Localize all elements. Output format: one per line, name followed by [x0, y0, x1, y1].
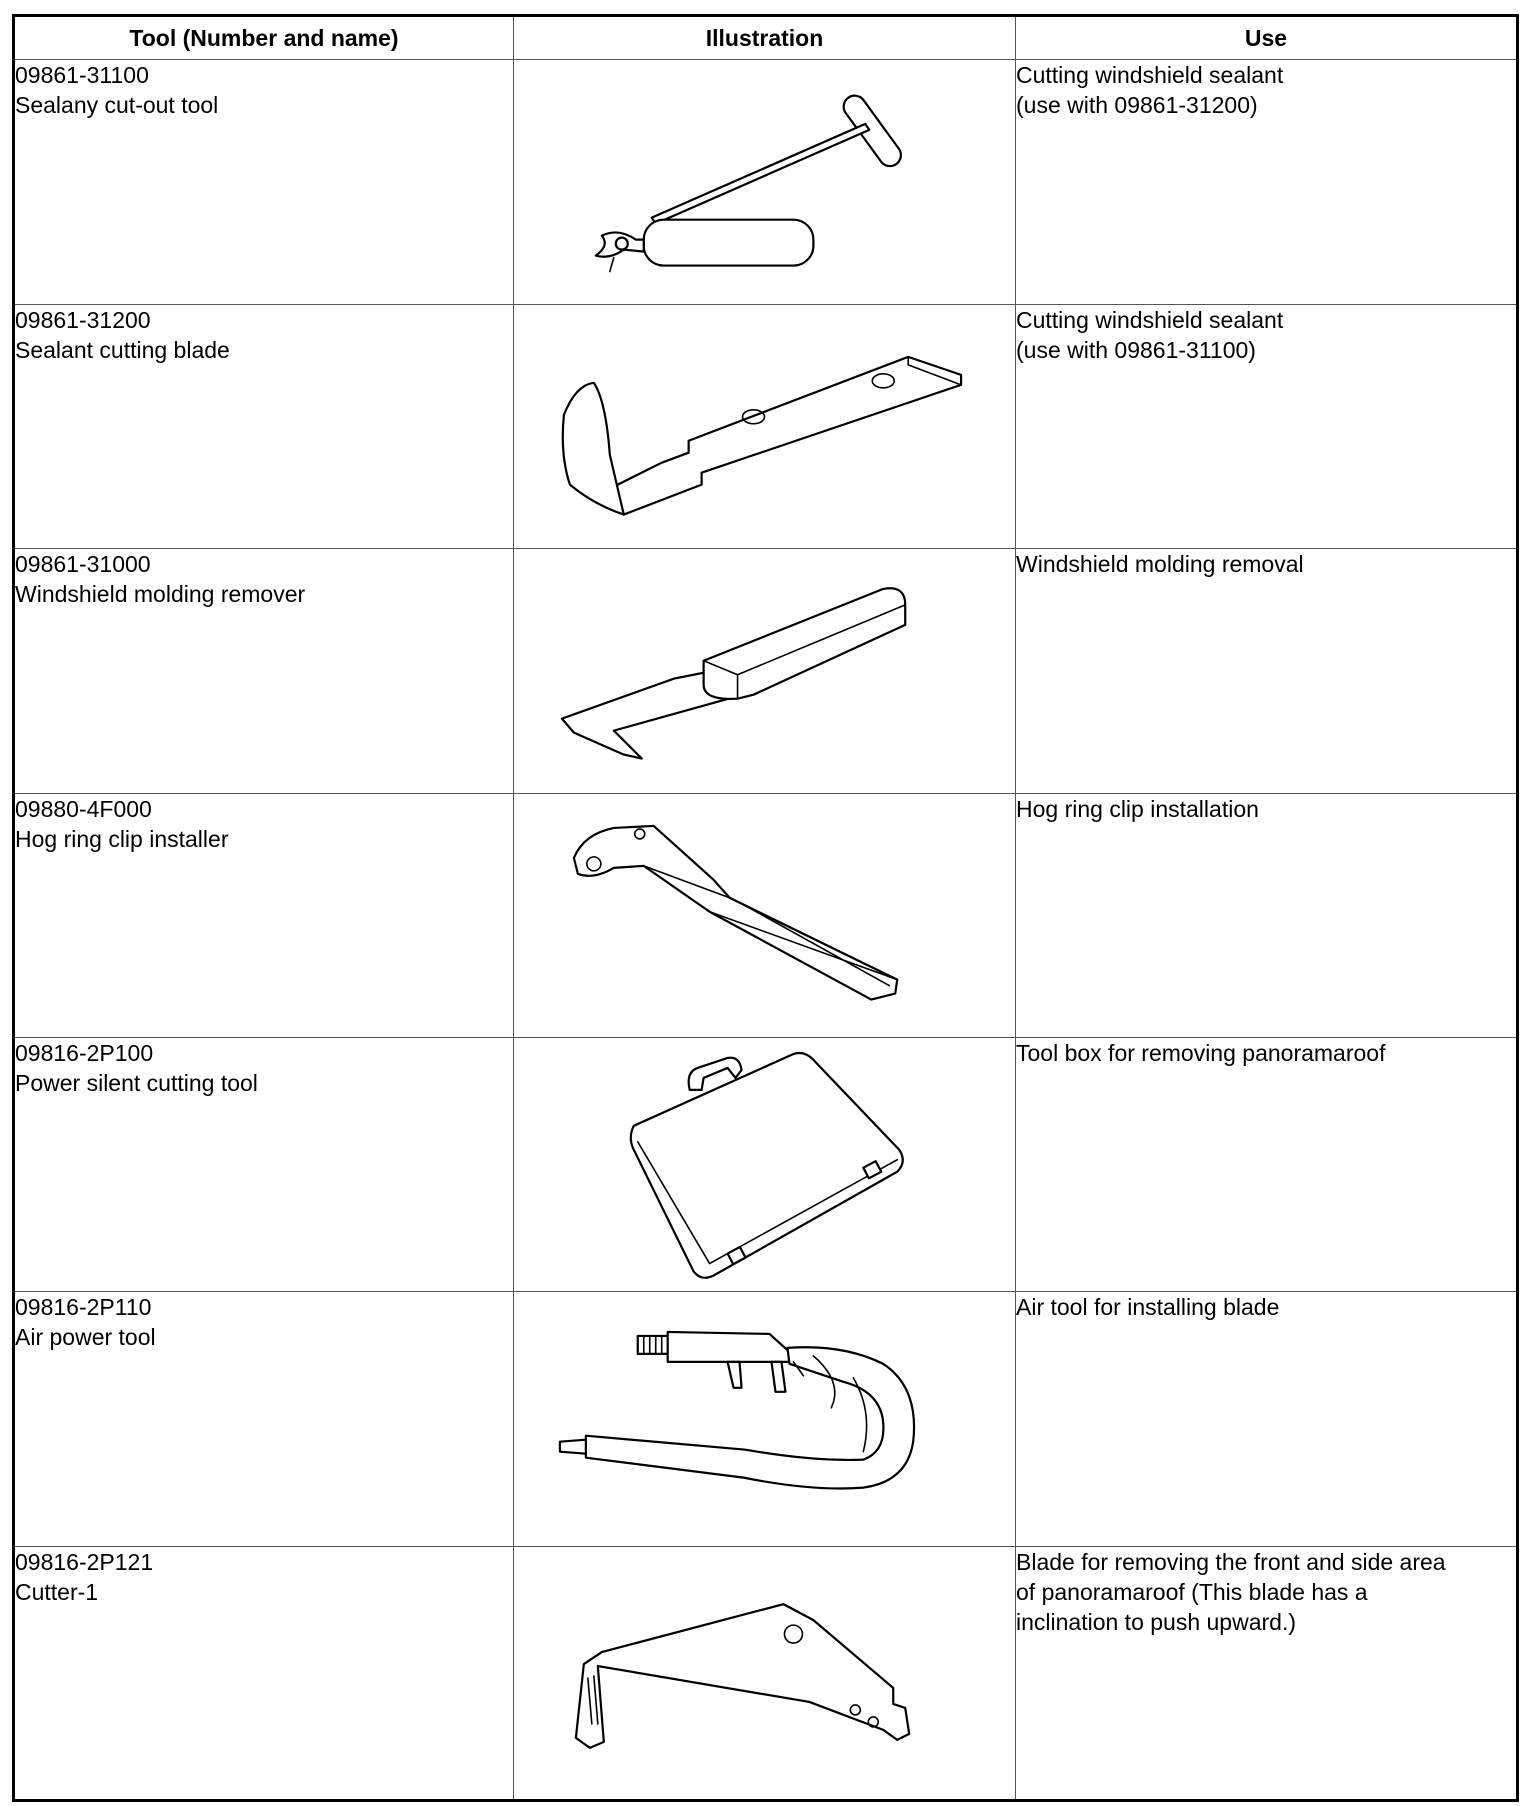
- use-line: of panoramaroof (This blade has a: [1016, 1578, 1368, 1605]
- tool-cell: [14, 60, 514, 305]
- tool-cell: [14, 549, 514, 794]
- table-row: [14, 793, 1518, 1038]
- use-line: inclination to push upward.): [1016, 1608, 1296, 1635]
- illustration-cell: [514, 304, 1016, 549]
- table-row: [14, 549, 1518, 794]
- use-line: Blade for removing the front and side area: [1016, 1548, 1446, 1575]
- use-line: Cutting windshield sealant: [1016, 62, 1284, 88]
- header-use: Use: [1016, 16, 1518, 60]
- tool-name: Windshield molding remover: [15, 581, 306, 607]
- illustration-cell: [514, 1292, 1016, 1546]
- special-tools-table: [12, 14, 1519, 1802]
- tool-cell: [14, 1038, 514, 1292]
- use-cell: [1016, 1292, 1518, 1546]
- table-row: [14, 60, 1518, 305]
- header-illustration: Illustration: [514, 16, 1016, 60]
- use-cell: [1016, 1546, 1518, 1800]
- use-cell: [1016, 549, 1518, 794]
- tool-number: 09861-31000: [15, 551, 151, 577]
- illustration-cell: [514, 1038, 1016, 1292]
- tool-number: 09880-4F000: [15, 795, 152, 822]
- use-line: Tool box for removing panoramaroof: [1016, 1040, 1386, 1066]
- tool-cell: [14, 1546, 514, 1800]
- tool-name: Cutter-1: [15, 1578, 99, 1605]
- tool-cell: [14, 1292, 514, 1546]
- hog-ring-clip-installer-icon: [514, 794, 1015, 1038]
- table-row: [14, 1292, 1518, 1546]
- molding-remover-icon: [514, 549, 1015, 793]
- table-row: [14, 1038, 1518, 1292]
- tool-name: Sealany cut-out tool: [15, 92, 219, 118]
- use-line: Cutting windshield sealant: [1016, 306, 1284, 333]
- table-row: [14, 304, 1518, 549]
- sealant-cutting-blade-icon: [514, 305, 1015, 549]
- tool-number: 09816-2P110: [15, 1294, 152, 1321]
- tool-name: Hog ring clip installer: [15, 825, 229, 852]
- tool-number: 09861-31100: [15, 62, 149, 88]
- air-power-tool-icon: [514, 1292, 1015, 1545]
- use-line: Hog ring clip installation: [1016, 795, 1259, 822]
- tool-name: Power silent cutting tool: [15, 1070, 258, 1096]
- cutter-blade-icon: [514, 1547, 1015, 1799]
- tool-cell: [14, 793, 514, 1038]
- use-line: Air tool for installing blade: [1016, 1294, 1280, 1321]
- use-line: (use with 09861-31200): [1016, 92, 1258, 118]
- tool-name: Sealant cutting blade: [15, 336, 230, 363]
- table-row: [14, 1546, 1518, 1800]
- use-cell: [1016, 60, 1518, 305]
- tool-box-icon: [514, 1038, 1015, 1291]
- header-tool: Tool (Number and name): [14, 16, 514, 60]
- use-line: Windshield molding removal: [1016, 551, 1304, 577]
- illustration-cell: [514, 1546, 1016, 1800]
- tool-cell: [14, 304, 514, 549]
- tool-name: Air power tool: [15, 1324, 156, 1351]
- tool-number: 09861-31200: [15, 306, 151, 333]
- illustration-cell: [514, 549, 1016, 794]
- header-row: [14, 16, 1518, 60]
- tool-number: 09816-2P100: [15, 1040, 154, 1066]
- illustration-cell: [514, 60, 1016, 305]
- use-cell: [1016, 304, 1518, 549]
- illustration-cell: [514, 793, 1016, 1038]
- sealant-cutout-tool-icon: [514, 60, 1015, 304]
- use-cell: [1016, 1038, 1518, 1292]
- use-cell: [1016, 793, 1518, 1038]
- tool-number: 09816-2P121: [15, 1548, 154, 1575]
- use-line: (use with 09861-31100): [1016, 336, 1256, 363]
